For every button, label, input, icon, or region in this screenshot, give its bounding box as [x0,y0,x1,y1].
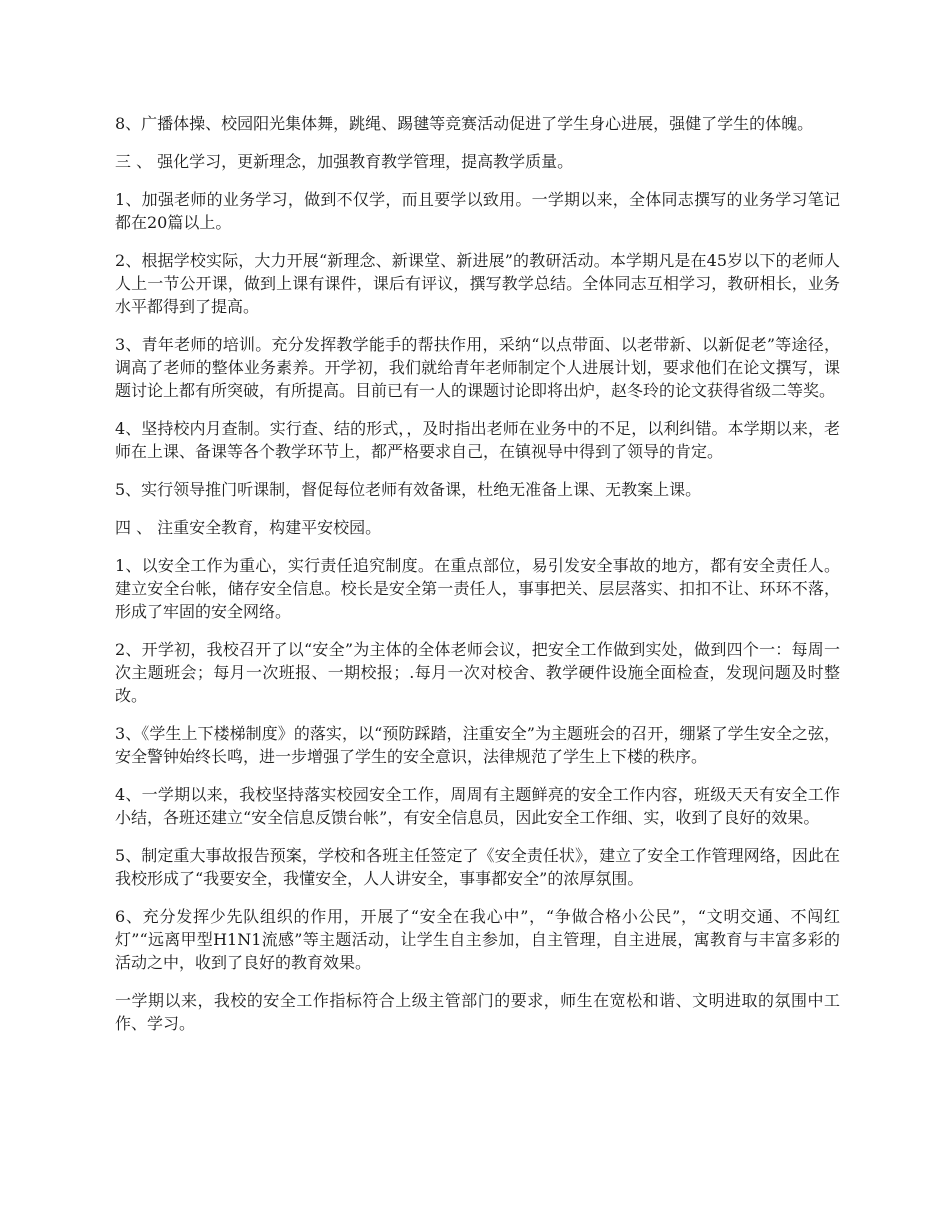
paragraph-item-1: 1、加强老师的业务学习，做到不仅学，而且要学以致用。一学期以来，全体同志撰写的业务学习笔记都在20篇以上。 [115,190,840,232]
paragraph-item-4: 4、坚持校内月查制。实行查、结的形式，，及时指出老师在业务中的不足，以利纠错。本学期以来，老师在上课、备课等各个教学环节上，都严格要求自己，在镇视导中得到了领导的肯定。 [115,419,840,461]
paragraph-item-2: 2、开学初，我校召开了以“安全”为主体的全体老师会议，把安全工作做到实处，做到四个一：每周一次主题班会；每月一次班报、一期校报；.每月一次对校舍、教学硬件设施全面检查，发现问题及时整改。 [115,640,840,705]
paragraph-item-4: 4、一学期以来，我校坚持落实校园安全工作，周周有主题鲜亮的安全工作内容，班级天天有安全工作小结，各班还建立“安全信息反馈台帐”，有安全信息员，因此安全工作细、实，收到了良好的效果。 [115,785,840,827]
paragraph-item-5: 5、制定重大事故报告预案，学校和各班主任签定了《安全责任状》，建立了安全工作管理网络，因此在我校形成了“我要安全，我懂安全，人人讲安全，事事都安全”的浓厚氛围。 [115,846,840,888]
paragraph-item-8: 8、广播体操、校园阳光集体舞，跳绳、踢毽等竞赛活动促进了学生身心进展，强健了学生的体魄。 [115,114,814,133]
paragraph-item-3: 3、《学生上下楼梯制度》的落实，以“预防踩踏，注重安全”为主题班会的召开，绷紧了学生安全之弦，安全警钟始终长鸣，进一步增强了学生的安全意识，法律规范了学生上下楼的秩序。 [115,724,840,766]
paragraph-item-5: 5、实行领导推门听课制，督促每位老师有效备课，杜绝无准备上课、无教案上课。 [115,480,702,499]
paragraph-item-6: 6、充分发挥少先队组织的作用，开展了“安全在我心中”，“争做合格小公民”，“文明交通、不闯红灯”“远离甲型H1N1流感”等主题活动，让学生自主参加，自主管理，自主进展，寓教育与丰富多彩的活动之中，收到了良好的教育效果。 [115,907,840,972]
section-heading-3: 三 、 强化学习，更新理念，加强教育教学管理，提高教学质量。 [115,152,574,171]
closing-paragraph: 一学期以来，我校的安全工作指标符合上级主管部门的要求，师生在宽松和谐、文明进取的氛围中工作、学习。 [115,991,840,1033]
paragraph-item-1: 1、以安全工作为重心，实行责任追究制度。在重点部位，易引发安全事故的地方，都有安全责任人。建立安全台帐，储存安全信息。校长是安全第一责任人，事事把关、层层落实、扣扣不让、环环不落，形成了牢固的安全网络。 [115,556,840,621]
paragraph-item-3: 3、青年老师的培训。充分发挥教学能手的帮扶作用，采纳“以点带面、以老带新、以新促老”等途径，调高了老师的整体业务素养。开学初，我们就给青年老师制定个人进展计划，要求他们在论文撰写，课题讨论上都有所突破，有所提高。目前已有一人的课题讨论即将出炉，赵冬玲的论文获得省级二等奖。 [115,335,840,400]
document-page [115,112,840,1050]
section-heading-4: 四 、 注重安全教育，构建平安校园。 [115,518,382,537]
paragraph-item-2: 2、根据学校实际，大力开展“新理念、新课堂、新进展”的教研活动。本学期凡是在45岁以下的老师人人上一节公开课，做到上课有课件，课后有评议，撰写教学总结。全体同志互相学习，教研相长，业务水平都得到了提高。 [115,251,840,316]
